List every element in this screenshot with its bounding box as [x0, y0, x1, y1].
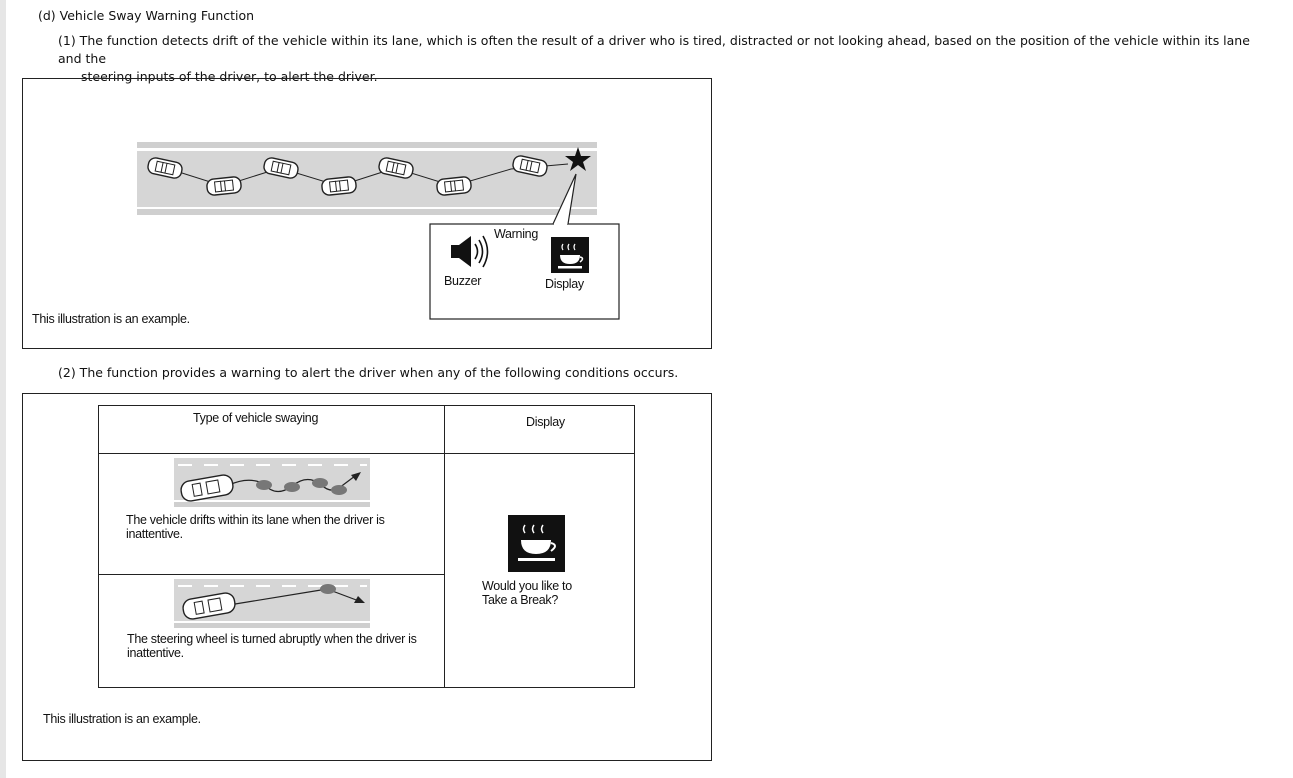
section-heading: (d) Vehicle Sway Warning Function — [38, 8, 255, 23]
paragraph-2: (2) The function provides a warning to alert the driver when any of the following conditions occurs. — [58, 365, 679, 380]
abrupt-steer-illustration — [99, 575, 444, 687]
car-2 — [206, 176, 241, 195]
paragraph-1-line-2: steering inputs of the driver, to alert the driver. — [81, 69, 378, 84]
paragraph-1-line-1: (1) The function detects drift of the vehicle within its lane, which is often the result of a driver who is tired, distracted or not looking ahead, based on the position of the vehicle within its lane and the — [58, 33, 1250, 66]
figure-2-frame — [22, 393, 712, 761]
table-row-abrupt-steer — [99, 575, 445, 688]
figure-1-note: This illustration is an example. — [32, 312, 190, 326]
break-message-line-1: Would you like to — [482, 579, 572, 593]
col1-header: Type of vehicle swaying — [193, 411, 319, 425]
break-message — [482, 579, 572, 607]
table-row-drift — [99, 454, 445, 575]
col2-header: Display — [526, 415, 565, 429]
coffee-cup-icon — [551, 237, 589, 273]
figure-1-frame — [22, 78, 712, 349]
table-header-display — [445, 406, 635, 454]
break-message-line-2: Take a Break? — [482, 593, 559, 607]
row1-description: The vehicle drifts within its lane when the driver is inattentive. — [126, 513, 385, 541]
figure-2-note: This illustration is an example. — [43, 712, 201, 726]
table-cell-display — [445, 454, 635, 688]
figure-1-illustration — [23, 79, 711, 348]
car-4 — [321, 176, 356, 195]
break-display-illustration — [445, 454, 634, 688]
display-label: Display — [545, 277, 584, 291]
road-edge-bottom — [137, 209, 597, 215]
coffee-cup-icon-large — [508, 515, 565, 572]
table-header-type — [99, 406, 445, 454]
left-margin-rule — [0, 0, 6, 778]
sway-type-table — [98, 405, 635, 688]
warning-label: Warning — [494, 227, 538, 241]
row2-description: The steering wheel is turned abruptly when the driver is inattentive. — [127, 632, 417, 660]
road-edge-top — [137, 142, 597, 148]
buzzer-label: Buzzer — [444, 274, 482, 288]
car-6 — [436, 176, 471, 195]
